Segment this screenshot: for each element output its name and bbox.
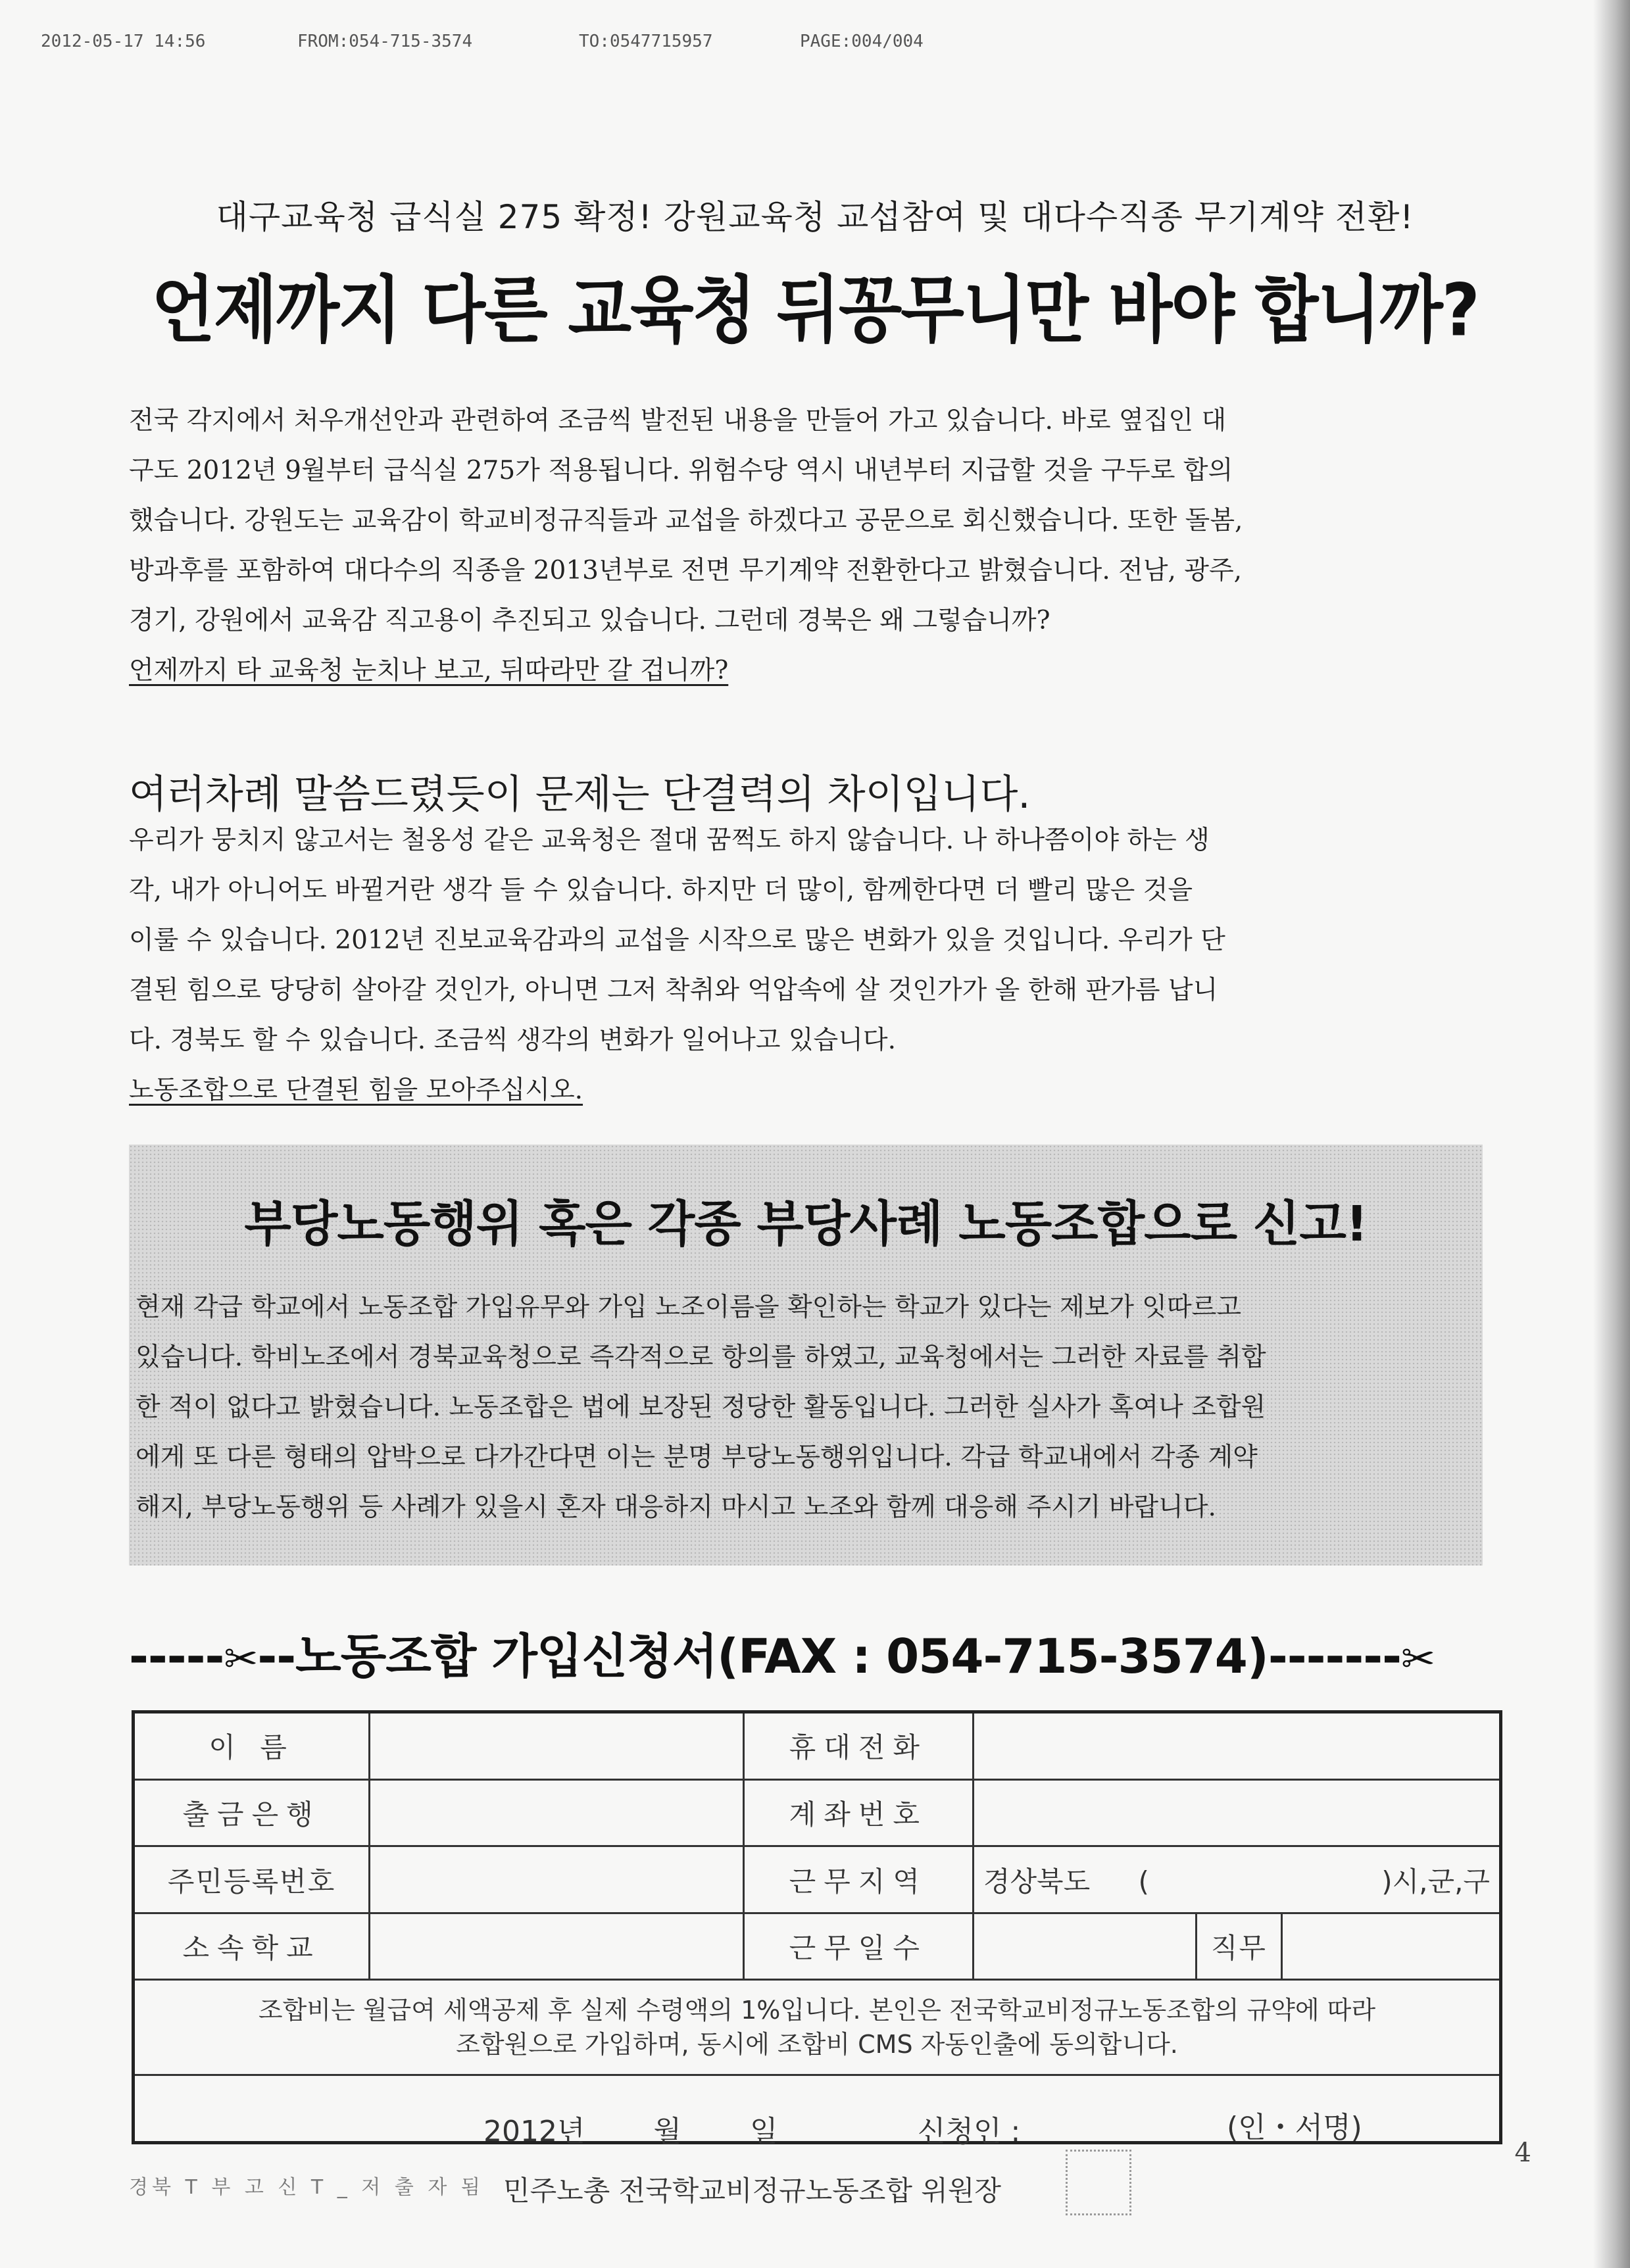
section1-line: 방과후를 포함하여 대다수의 직종을 2013년부로 전면 무기계약 전환한다고 밝혔습니다. 전남, 광주,: [129, 556, 1243, 585]
form-row: [134, 1846, 1501, 1913]
region-suffix: )시,군,구: [1381, 1865, 1490, 1898]
date-day: 일: [750, 2115, 778, 2149]
position-field[interactable]: [1281, 1913, 1500, 1979]
cut-dashes-left: -----: [129, 1629, 224, 1684]
bank-field[interactable]: [370, 1779, 743, 1846]
report-banner: [129, 1145, 1483, 1565]
region-field[interactable]: [973, 1846, 1500, 1913]
name-field[interactable]: [370, 1712, 743, 1780]
dues-notice-line: 조합비는 월급여 세액공제 후 실제 수령액의 1%입니다. 본인은 전국학교비정규노동조합의 규약에 따라: [258, 1996, 1376, 2025]
section2-emphasis: 노동조합으로 단결된 힘을 모아주십시오.: [129, 1075, 583, 1105]
banner-line: 있습니다. 학비노조에서 경북교육청으로 즉각적으로 항의를 하였고, 교육청에서는 그러한 자료를 취합: [136, 1343, 1266, 1372]
school-label: 소속학교: [134, 1913, 370, 1979]
bank-label: 출금은행: [134, 1779, 370, 1846]
form-row: [134, 1779, 1501, 1846]
banner-title: 부당노동행위 혹은 각종 부당사례 노동조합으로 신고!: [244, 1196, 1368, 1252]
banner-line: 해지, 부당노동행위 등 사례가 있을시 혼자 대응하지 마시고 노조와 함께 대응해 주시기 바랍니다.: [136, 1492, 1216, 1522]
section1-line: 경기, 강원에서 교육감 직고용이 추진되고 있습니다. 그런데 경북은 왜 그렇습니까?: [129, 606, 1050, 635]
banner-line: 한 적이 없다고 밝혔습니다. 노동조합은 법에 보장된 정당한 활동입니다. 그러한 실사가 혹여나 조합원: [136, 1393, 1266, 1422]
section2-body: [129, 816, 1484, 1116]
section1-line: 전국 각지에서 처우개선안과 관련하여 조금씩 발전된 내용을 만들어 가고 있습니다. 바로 옆집인 대: [129, 406, 1227, 435]
fax-page: PAGE:004/004: [800, 32, 924, 51]
work-days-field[interactable]: [973, 1913, 1196, 1979]
signature-field[interactable]: (인・서명): [1227, 2111, 1362, 2145]
applicant-label: 신청인 :: [918, 2115, 1021, 2149]
application-date: [483, 2108, 778, 2150]
banner-line: 현재 각급 학교에서 노동조합 가입유무와 가입 노조이름을 확인하는 학교가 있다는 제보가 잇따르고: [136, 1293, 1242, 1322]
resident-number-field[interactable]: [370, 1846, 743, 1913]
cut-dashes-right: -------: [1268, 1629, 1401, 1684]
fax-to: TO:0547715957: [579, 32, 713, 51]
form-title: 노동조합 가입신청서(FAX : 054-715-3574): [295, 1629, 1268, 1684]
section2-line: 각, 내가 아니어도 바뀔거란 생각 들 수 있습니다. 하지만 더 많이, 함께한다면 더 빨리 많은 것을: [129, 875, 1193, 905]
position-label: 직무: [1197, 1913, 1282, 1979]
phone-label: 휴대전화: [743, 1712, 973, 1780]
region-paren: (: [1138, 1865, 1149, 1898]
date-month: 월: [653, 2115, 681, 2149]
phone-field[interactable]: [973, 1712, 1500, 1780]
headline: 언제까지 다른 교육청 뒤꽁무니만 바야 합니까?: [151, 268, 1479, 353]
region-label: 근무지역: [743, 1846, 973, 1913]
form-row: [134, 1980, 1501, 2075]
banner-body: [136, 1283, 1471, 1533]
resident-number-label: 주민등록번호: [134, 1846, 370, 1913]
section2-line: 다. 경북도 할 수 있습니다. 조금씩 생각의 변화가 일어나고 있습니다.: [129, 1025, 896, 1055]
dues-notice-line: 조합원으로 가입하며, 동시에 조합비 CMS 자동인출에 동의합니다.: [456, 2030, 1178, 2059]
banner-line: 에게 또 다른 형태의 압박으로 다가간다면 이는 분명 부당노동행위입니다. 각급 학교내에서 각종 계약: [136, 1442, 1258, 1472]
seal-stamp: [1066, 2150, 1131, 2215]
date-year: 2012년: [483, 2115, 585, 2149]
scissors-icon: ✂: [224, 1635, 258, 1683]
footer-note: 경북 T 부 고 신 T _ 저 출 자 됨: [129, 2176, 484, 2199]
page-number: 4: [1514, 2138, 1531, 2168]
name-label: 이 름: [134, 1712, 370, 1780]
work-days-label: 근무일수: [743, 1913, 973, 1979]
union-leader: 민주노총 전국학교비정규노동조합 위원장: [503, 2175, 1001, 2207]
form-row: [134, 1913, 1501, 1979]
section2-line: 우리가 뭉치지 않고서는 철옹성 같은 교육청은 절대 꿈쩍도 하지 않습니다. 나 하나쯤이야 하는 생: [129, 826, 1210, 855]
fax-datetime: 2012-05-17 14:56: [41, 32, 206, 51]
section2-line: 이룰 수 있습니다. 2012년 진보교육감과의 교섭을 시작으로 많은 변화가 있을 것입니다. 우리가 단: [129, 925, 1225, 955]
fax-from: FROM:054-715-3574: [297, 32, 473, 51]
cut-dashes-mid: --: [257, 1629, 296, 1684]
form-row: [134, 2075, 1501, 2143]
school-field[interactable]: [370, 1913, 743, 1979]
form-title-line: [129, 1618, 1491, 1687]
dues-notice: [134, 1980, 1501, 2075]
subtitle: 대구교육청 급식실 275 확정! 강원교육청 교섭참여 및 대다수직종 무기계약 전환!: [216, 198, 1414, 236]
section1-line: 했습니다. 강원도는 교육감이 학교비정규직들과 교섭을 하겠다고 공문으로 회신했습니다. 또한 돌봄,: [129, 506, 1243, 535]
section1-line: 구도 2012년 9월부터 급식실 275가 적용됩니다. 위험수당 역시 내년부터 지급할 것을 구두로 합의: [129, 456, 1233, 485]
scissors-icon: ✂: [1401, 1635, 1435, 1683]
section2-heading: 여러차례 말씀드렸듯이 문제는 단결력의 차이입니다.: [129, 772, 1031, 818]
section1-emphasis: 언제까지 타 교육청 눈치나 보고, 뒤따라만 갈 겁니까?: [129, 656, 729, 685]
section1-body: [129, 396, 1484, 696]
section2-line: 결된 힘으로 당당히 살아갈 것인가, 아니면 그저 착취와 억압속에 살 것인가가 올 한해 판가름 납니: [129, 975, 1218, 1005]
region-province: 경상북도: [983, 1865, 1091, 1898]
form-row: [134, 1712, 1501, 1780]
account-field[interactable]: [973, 1779, 1500, 1846]
account-label: 계좌번호: [743, 1779, 973, 1846]
